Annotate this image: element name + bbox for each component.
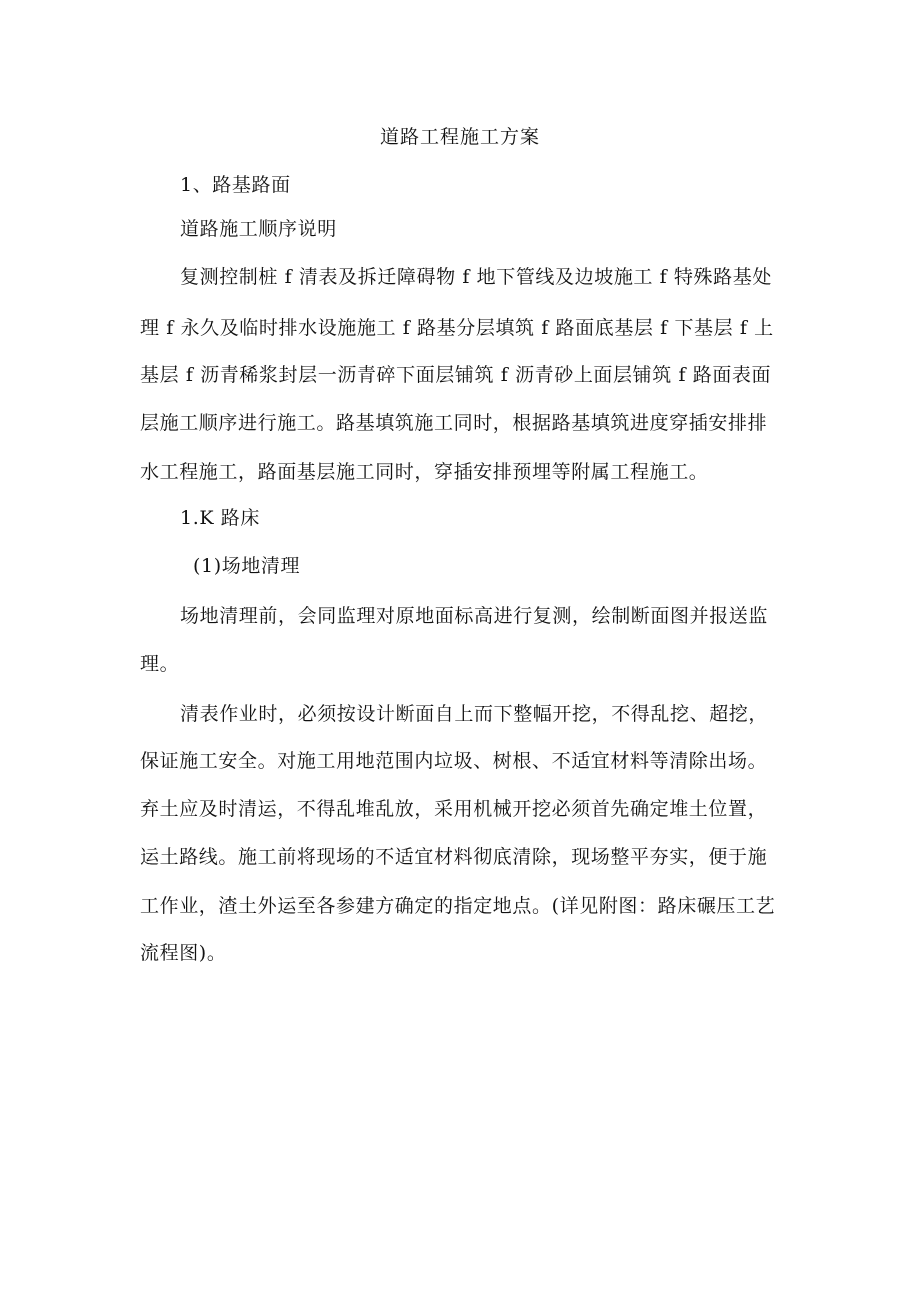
paragraph-line: 清表作业时，必须按设计断面自上而下整幅开挖，不得乱挖、超挖，	[180, 703, 769, 725]
document-title: 道路工程施工方案	[379, 126, 540, 148]
subsection-heading: 1.K 路床	[180, 507, 260, 529]
paragraph-line: 保证施工安全。对施工用地范围内垃圾、树根、不适宜材料等清除出场。	[140, 750, 768, 772]
item-heading: (1)场地清理	[193, 555, 301, 577]
sequence-line: 水工程施工，路面基层施工同时，穿插安排预埋等附属工程施工。	[140, 461, 709, 483]
paragraph-line: 流程图)。	[140, 942, 227, 964]
subheading: 道路施工顺序说明	[180, 218, 337, 240]
sequence-line: 层施工顺序进行施工。路基填筑施工同时，根据路基填筑进度穿插安排排	[140, 412, 768, 434]
paragraph-line: 理。	[140, 653, 180, 675]
paragraph-line: 弃土应及时清运，不得乱堆乱放，采用机械开挖必须首先确定堆土位置，	[140, 798, 768, 820]
sequence-line: 基层 f 沥青稀浆封层一沥青碎下面层铺筑 f 沥青砂上面层铺筑 f 路面表面	[140, 364, 772, 386]
paragraph-line: 工作业，渣土外运至各参建方确定的指定地点。(详见附图：路床碾压工艺	[140, 895, 776, 917]
paragraph-line: 运土路线。施工前将现场的不适宜材料彻底清除，现场整平夯实，便于施	[140, 846, 768, 868]
sequence-line: 复测控制桩 f 清表及拆迁障碍物 f 地下管线及边坡施工 f 特殊路基处	[180, 266, 772, 288]
section-heading: 1、路基路面	[180, 174, 291, 196]
paragraph-line: 场地清理前，会同监理对原地面标高进行复测，绘制断面图并报送监	[180, 605, 769, 627]
sequence-line: 理 f 永久及临时排水设施施工 f 路基分层填筑 f 路面底基层 f 下基层 f 上	[140, 317, 774, 339]
